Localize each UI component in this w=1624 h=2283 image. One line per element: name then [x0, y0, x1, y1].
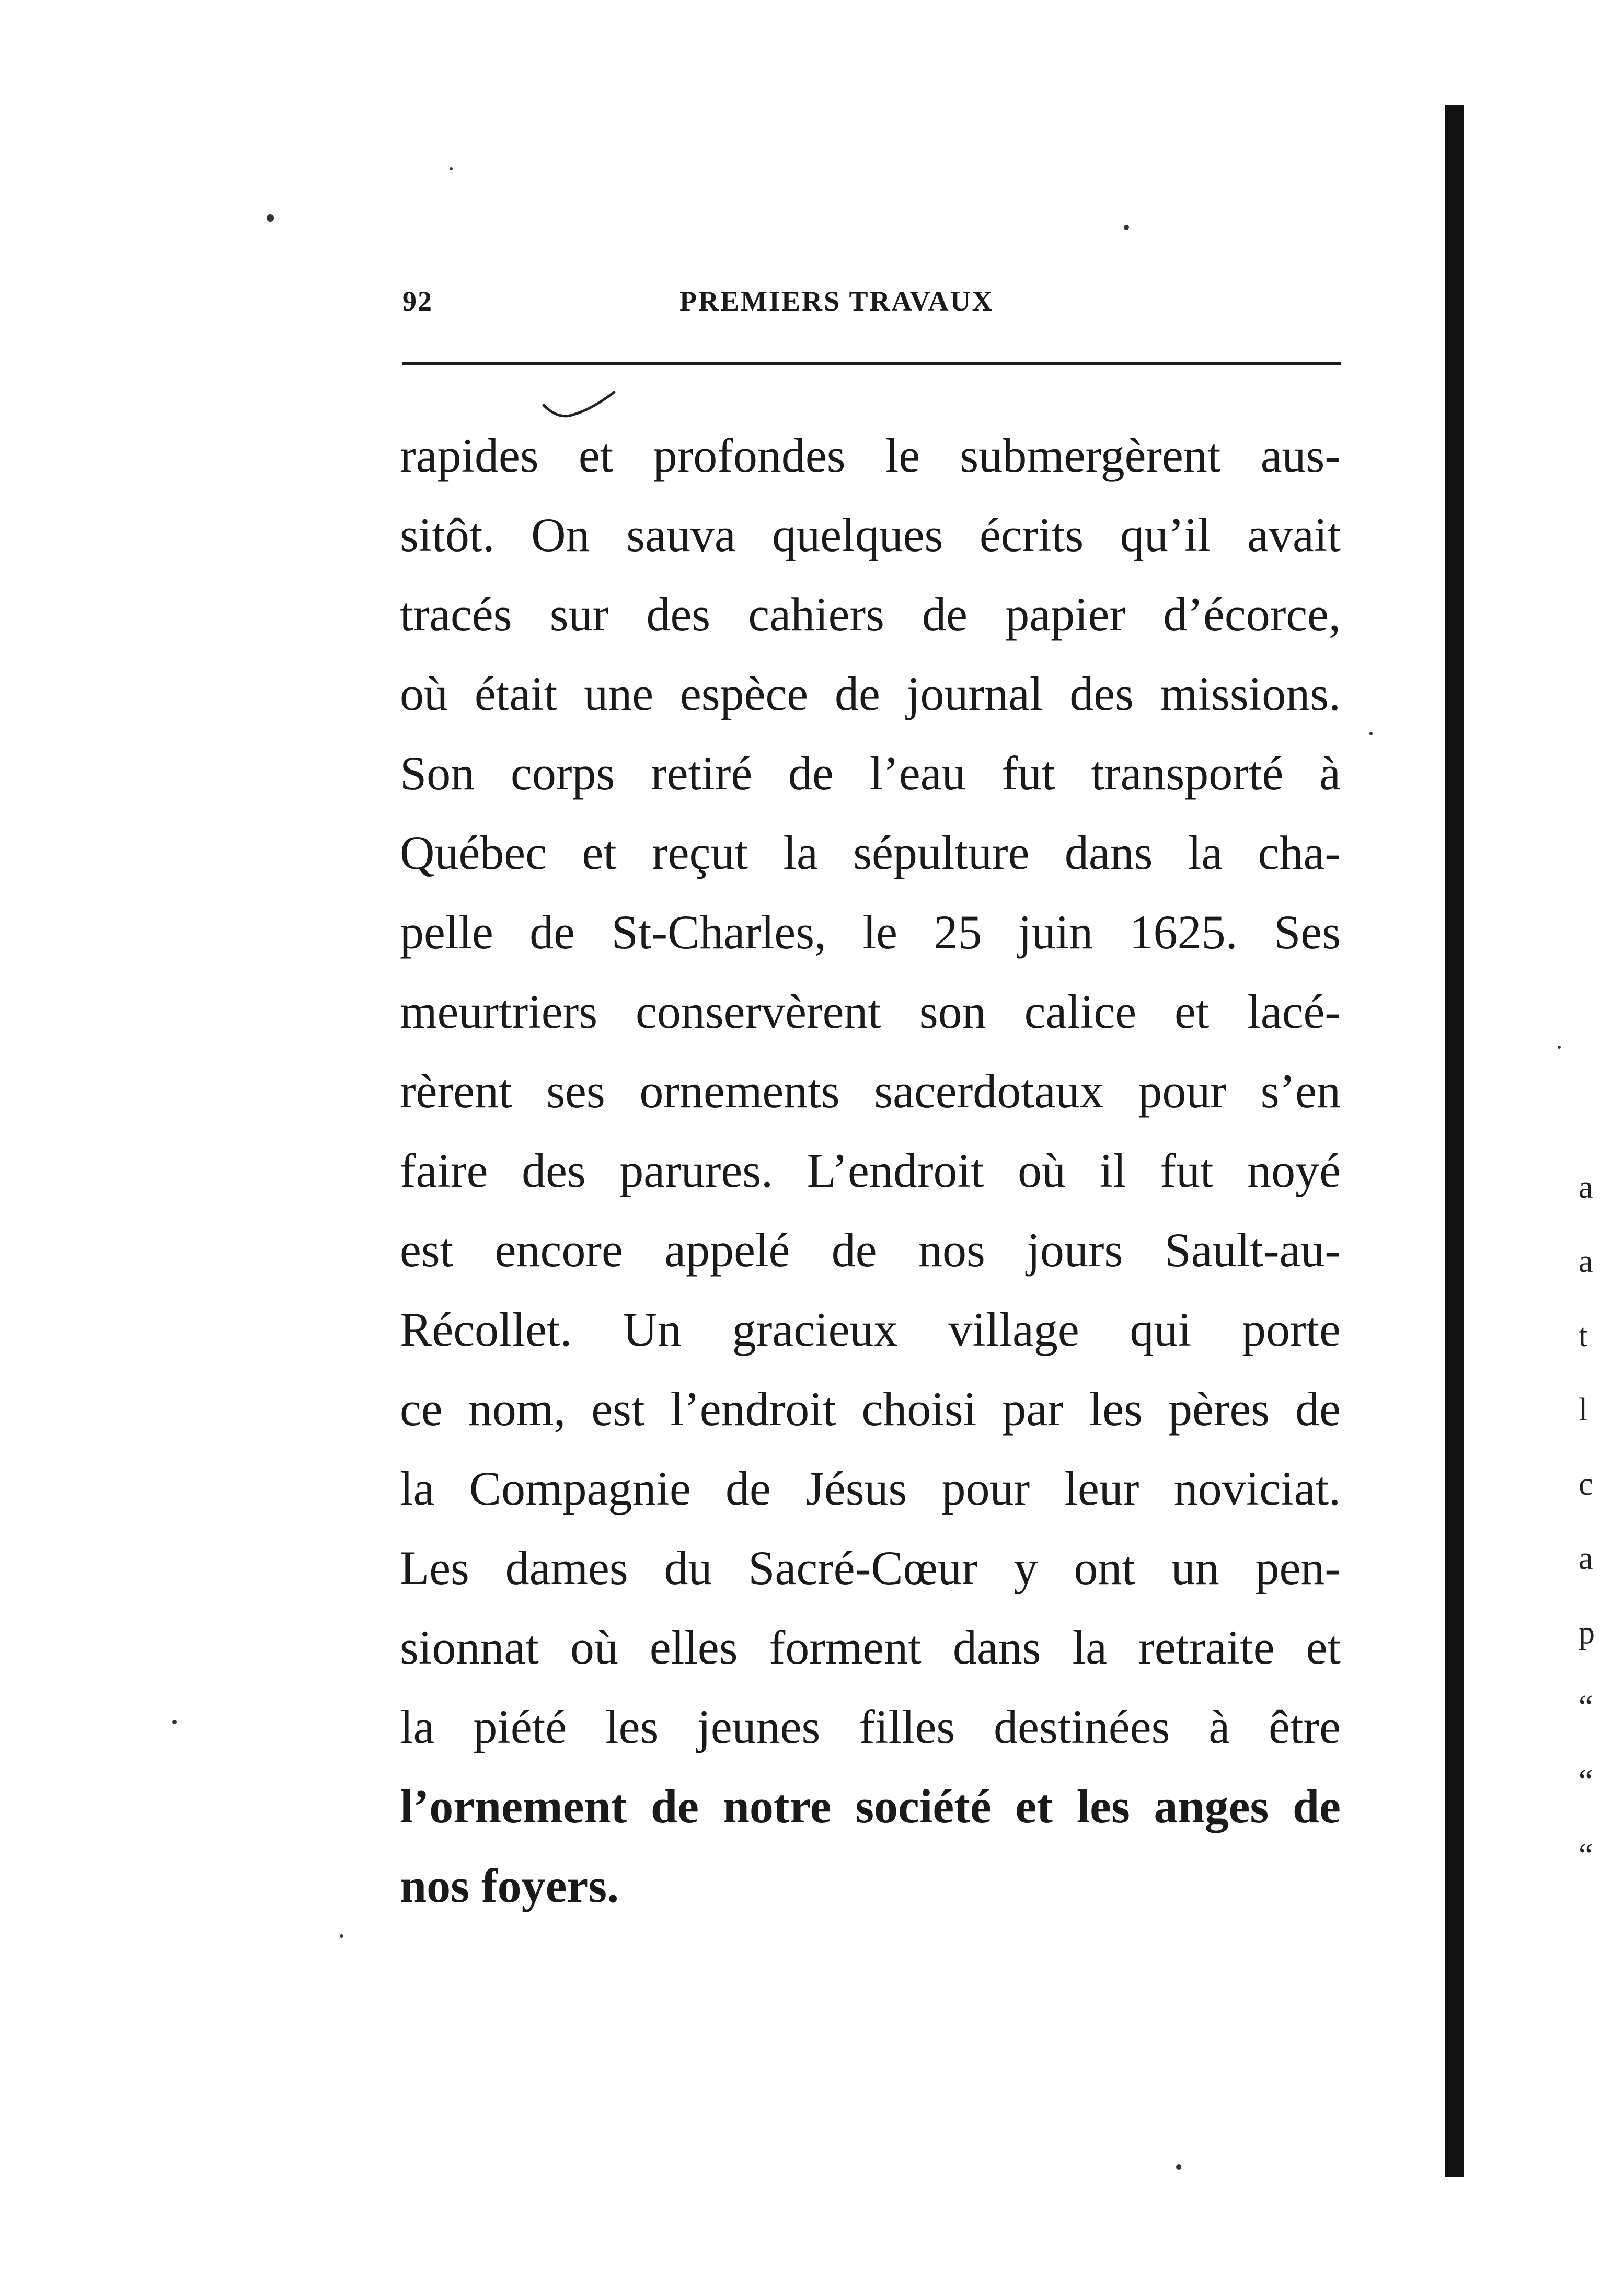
text-line: meurtriers conservèrent son calice et lacé-: [400, 985, 1341, 1038]
text-line: Récollet. Un gracieux village qui porte: [400, 1303, 1341, 1356]
text-line: rapides et profondes le submergèrent aus-: [400, 429, 1341, 482]
edge-letter: t: [1579, 1318, 1588, 1353]
text-line: est encore appelé de nos jours Sault-au-: [400, 1223, 1341, 1277]
scan-speck: [1176, 2164, 1181, 2170]
scan-speck: [1369, 732, 1373, 735]
text-line: faire des parures. L’endroit où il fut noyé: [400, 1144, 1341, 1197]
text-line: où était une espèce de journal des missions.: [400, 667, 1341, 720]
edge-letter: “: [1579, 1763, 1593, 1799]
page-number: 92: [402, 285, 433, 317]
facing-page-edge: [1579, 1150, 1610, 1892]
edge-letter: a: [1579, 1169, 1593, 1205]
edge-letter: c: [1579, 1466, 1593, 1502]
edge-letter: a: [1579, 1244, 1593, 1279]
running-title: PREMIERS TRAVAUX: [679, 285, 994, 317]
scan-speck: [340, 1934, 343, 1938]
body-text: [400, 416, 1341, 1925]
text-line: ce nom, est l’endroit choisi par les pères de: [400, 1382, 1341, 1436]
scan-speck: [450, 167, 453, 170]
page-header: [402, 285, 1343, 327]
text-line: la Compagnie de Jésus pour leur noviciat.: [400, 1462, 1341, 1515]
text-line: Son corps retiré de l’eau fut transporté à: [400, 747, 1341, 800]
text-line: la piété les jeunes filles destinées à être: [400, 1700, 1341, 1753]
scan-speck: [1124, 225, 1129, 230]
text-line: l’ornement de notre société et les anges de: [400, 1780, 1341, 1833]
text-line: tracés sur des cahiers de papier d’écorce,: [400, 588, 1341, 641]
text-line: Québec et reçut la sépulture dans la cha-: [400, 826, 1341, 879]
edge-letter: “: [1579, 1689, 1593, 1725]
scan-speck: [172, 1720, 177, 1724]
header-rule: [402, 362, 1341, 365]
edge-letter: “: [1579, 1838, 1593, 1873]
edge-letter: l: [1579, 1392, 1588, 1428]
scan-speck: [267, 214, 274, 222]
text-line: Les dames du Sacré-Cœur y ont un pen-: [400, 1541, 1341, 1594]
text-line: pelle de St-Charles, le 25 juin 1625. Ses: [400, 905, 1341, 959]
text-line: sitôt. On sauva quelques écrits qu’il avait: [400, 508, 1341, 561]
text-line-last: nos foyers.: [400, 1859, 619, 1912]
text-line: rèrent ses ornements sacerdotaux pour s’en: [400, 1064, 1341, 1118]
scan-speck: [1558, 1046, 1561, 1049]
edge-letter: a: [1579, 1541, 1593, 1576]
edge-letter: p: [1579, 1615, 1595, 1650]
page-gutter-shadow: [1445, 105, 1464, 2177]
text-line: sionnat où elles forment dans la retraite et: [400, 1621, 1341, 1674]
